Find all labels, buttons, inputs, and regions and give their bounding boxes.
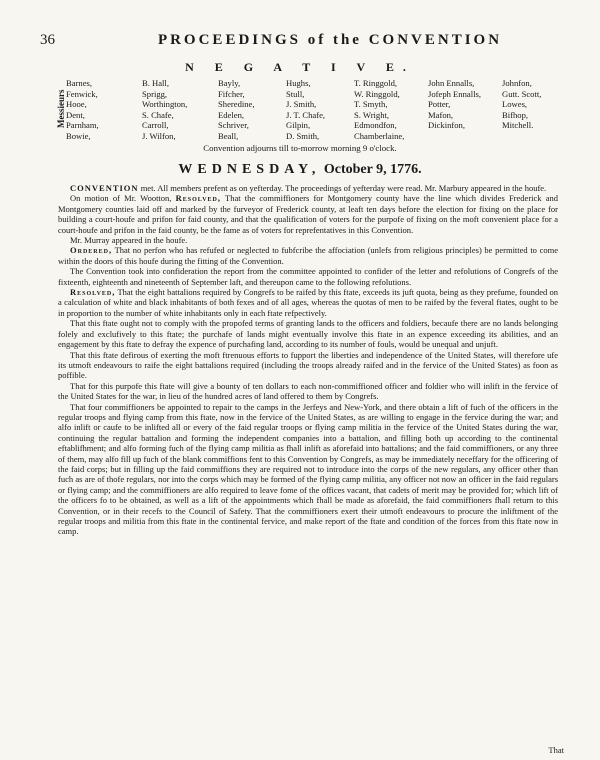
vote-column-5: T. Ringgold, W. Ringgold, T. Smyth, S. Wright, Edmondfon, Chamberlaine, [354,78,405,141]
vote-column-1: Barnes, Fenwick, Hooe, Dent, Parnham, Bowie, [66,78,99,141]
vote-list [52,78,572,152]
paragraph: Ordered, That no perfon who has refufed or neglected to fubfcribe the affociation (unlefs from religious principles) be permitted to come within the doors of this houfe during the fitting of the Convention. [58,245,558,266]
page-header [40,32,560,52]
paragraph: That this ftate defirous of exerting the moft ftrenuous efforts to fupport the liberties and independence of the United States, will therefore ufe its utmoft endeavours to raife the eight battalions required (including the troops already raifed and in the fervice of the United States) as foon as poffible. [58,349,558,381]
paragraph: That four commiffioners be appointed to repair to the camps in the Jerfeys and New-York, and there obtain a lift of fuch of the officers in the regular troops and flying camp from this ftate, now in the fervice of the United States, as are willing to engage in the fervice during the war; and alfo inlift or caufe to be inlifted all or every of the faid regular troops or flying camp militia in the fervice of the United States during the war, continuing the regular battalion and forming the independent companies into a battalion, and filling both up according to the continental eftablifhment; and alfo forming fuch of the flying camp militia as fhall inlift as aforefaid into battalions; and the faid commiffioners, or any three of them, may alfo fill up fuch of the blank commiffions fent to this Convention by Congrefs, as may be immediately neceffary for the officering of the faid corps; but in filling up the faid commiffions they are required not to introduce into the corps of the new regulars, any officer other than fuch as are of thofe regulars, nor into the corps which may be formed of the flying camp militia, any officer not now an officer in the faid regulars or flying camp; and the commiffioners are alfo required to leave fome of the offices vacant, that cadets of merit may be provided for; which lift of the officers fo to be obtained, as well as a lift of the appointments which fhall be made as aforefaid, the faid commiffioners fhall return to this Convention, or in their recefs to the Council of Safety. That the commiffioners exert their utmoft endeavours to procure the inliftment of the regular troops and militia from this ftate in the continental fervice, and make report of the ftate and condition of the forces from this ftate now in camp. [58,401,558,537]
dateline-day: WEDNESDAY, [178,162,321,177]
adjournment-note: Convention adjourns till to-morrow morning 9 o'clock. [203,143,397,153]
dateline [0,162,600,178]
paragraph: On motion of Mr. Wootton, Resolved, That the commiffioners for Montgomery county have the line which divides Frederick and Montgomery counties laid off and marked by the furveyor of Frederick county, at leaft ten days before the election for fixing on the place for building a court-houfe and prifon for faid county, and that the qualification of voters for the purpofe of fixing on the moft convenient place for a court-houfe and prifon in the faid county, be the fame as of voters for reprefentatives in this Convention. [58,193,558,235]
catchword: That [548,745,564,755]
paragraph: The Convention took into confideration the report from the committee appointed to confider of the letter and refolutions of Congrefs of the fixteenth, eighteenth and nineteenth of September laft, and thereupon came to the following refolutions. [58,266,558,287]
vote-column-7: Johnfon, Gutt. Scott, Lowes, Bifhop, Mitchell. [502,78,542,131]
vote-column-3: Bayly, Fifcher, Sheredine, Edelen, Schriver, Beall, [218,78,255,141]
vote-column-2: B. Hall, Sprigg, Worthington, S. Chafe, Carroll, J. Wilfon, [142,78,188,141]
vote-column-6: John Ennalls, Jofeph Ennalls, Potter, Mafon, Dickinfon, [428,78,481,131]
page-number: 36 [40,32,55,48]
page-title: PROCEEDINGS of the CONVENTION [157,32,503,48]
dateline-date: October 9, 1776. [323,162,422,177]
vote-prefix: Messieurs [56,89,66,128]
paragraph: Resolved, That the eight battalions required by Congrefs to be raifed by this ftate, exceeds its juft quota, being as they prefume, founded on a calculation of white and black inhabitants of both fexes and of all ages, whereas the quotas of men to be raifed by the feveral ftates, ought to be in proportion to the number of white inhabitants only in each ftate refpectively. [58,287,558,318]
paragraph: Mr. Murray appeared in the houfe. [70,235,188,246]
vote-column-4: Hughs, Stull, J. Smith, J. T. Chafe, Gilpin, D. Smith, [286,78,326,141]
paragraph: That this ftate ought not to comply with the propofed terms of granting lands to the officers and foldiers, becaufe there are no lands belonging folely and exclufively to this ftate; the purchafe of lands might eventually involve this ftate in an expence exceeding its abilities, and an engagement by this ftate to defray the expence of purchafing land, according to its number of fouls, would be unequal and unjuft. [58,318,558,350]
paragraph: CONVENTION met. All members prefent as on yefterday. The proceedings of yefterday were read. Mr. Marbury appeared in the houfe. [70,183,547,193]
paragraph: That for this purpofe this ftate will give a bounty of ten dollars to each non-commiffioned officer and foldier who will inlift in the fervice of the United States for the war, in lieu of the hundred acres of land offered to them by Congrefs. [58,380,558,402]
vote-heading: N E G A T I V E. [185,60,415,74]
proceedings-body [58,183,558,537]
